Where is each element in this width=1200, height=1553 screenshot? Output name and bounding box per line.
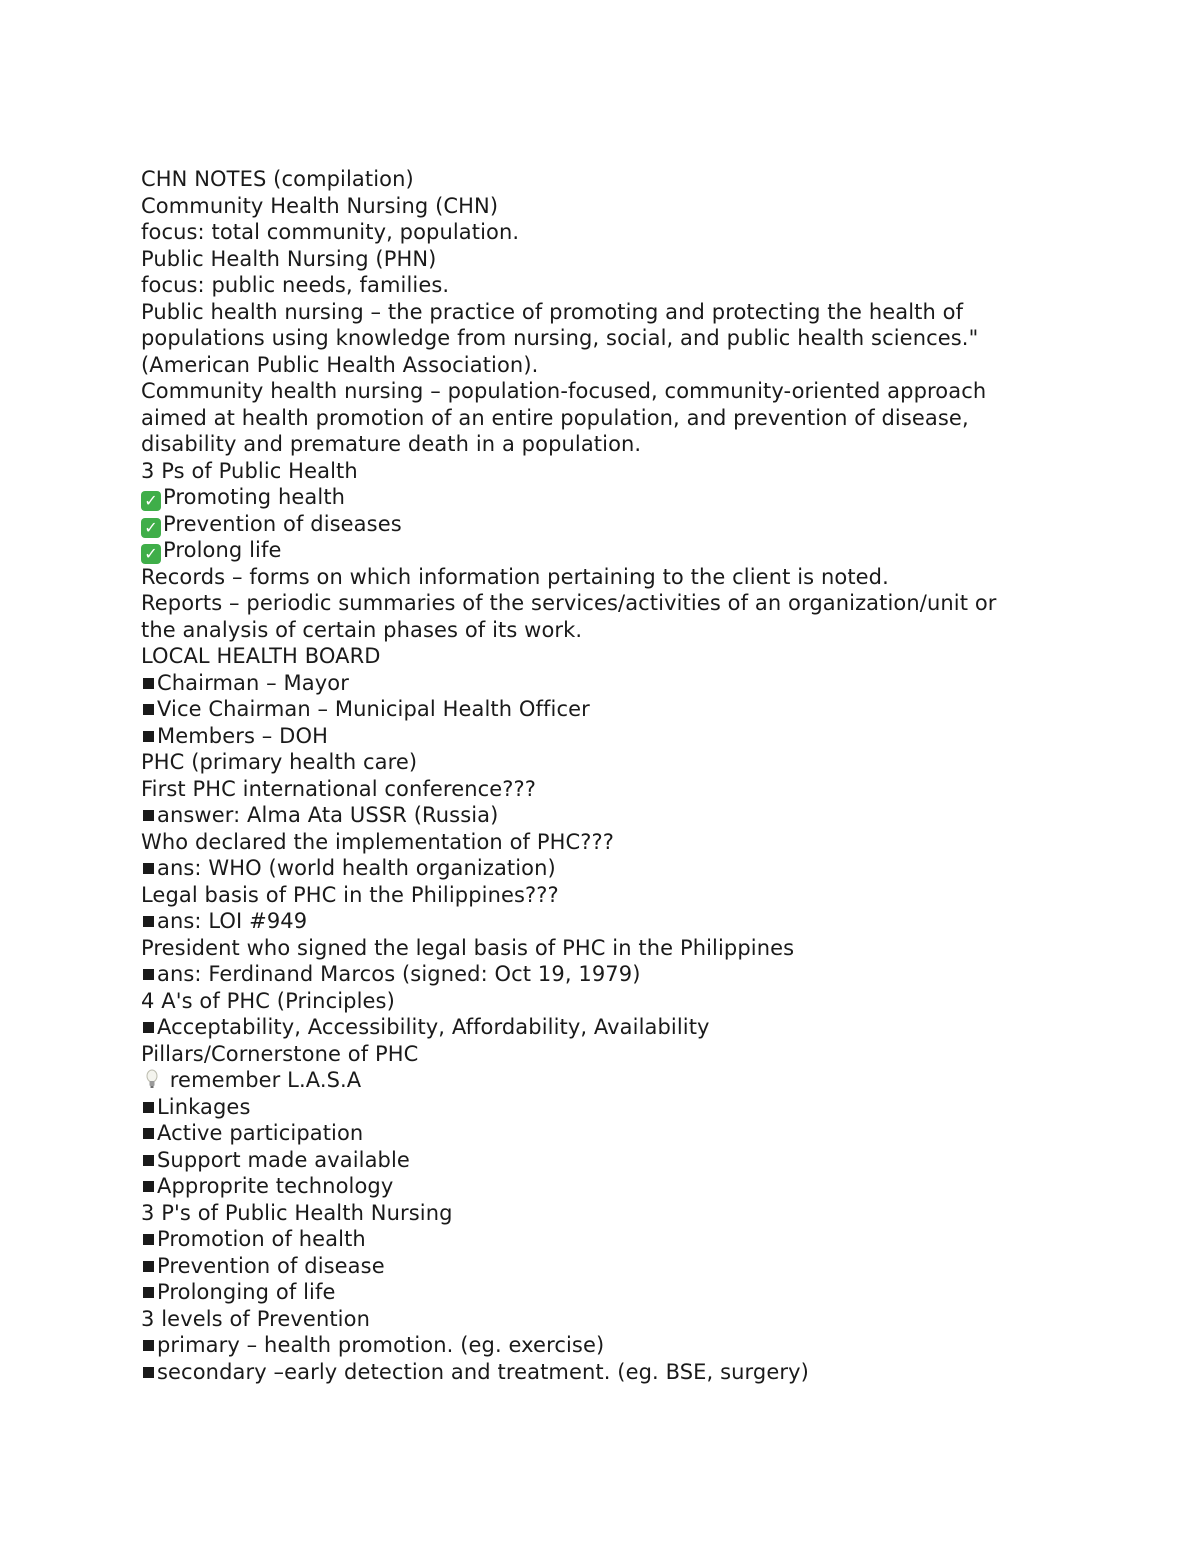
text-line	[141, 935, 1101, 962]
line-text: answer: Alma Ata USSR (Russia)	[157, 803, 499, 827]
text-line	[141, 696, 1101, 723]
square-bullet-icon	[143, 678, 154, 689]
line-text: Public health nursing – the practice of promoting and protecting the health of	[141, 299, 964, 324]
text-line	[141, 961, 1101, 988]
line-text: Promoting health	[163, 485, 346, 509]
text-line	[141, 299, 1101, 326]
line-text: focus: public needs, families.	[141, 273, 450, 297]
line-text: Members – DOH	[157, 723, 328, 748]
line-text: Promotion of health	[157, 1227, 366, 1251]
line-text: the analysis of certain phases of its work.	[141, 617, 583, 642]
line-text: Records – forms on which information pertaining to the client is noted.	[141, 564, 889, 589]
line-text: 3 P's of Public Health Nursing	[141, 1200, 453, 1225]
text-line	[141, 829, 1101, 856]
text-line	[141, 378, 1101, 405]
line-text: Legal basis of PHC in the Philippines???	[141, 882, 559, 907]
square-bullet-icon	[143, 1234, 154, 1245]
text-line	[141, 1067, 1101, 1094]
line-text: Approprite technology	[157, 1174, 394, 1198]
text-line	[141, 431, 1101, 458]
square-bullet-icon	[143, 1287, 154, 1298]
line-text: (American Public Health Association).	[141, 352, 539, 377]
line-text: Vice Chairman – Municipal Health Officer	[157, 697, 590, 721]
text-line	[141, 1120, 1101, 1147]
text-line	[141, 272, 1101, 299]
text-line	[141, 855, 1101, 882]
text-line	[141, 246, 1101, 273]
line-text: focus: total community, population.	[141, 220, 520, 244]
square-bullet-icon	[143, 863, 154, 874]
line-text: Prevention of diseases	[163, 511, 402, 536]
text-line	[141, 405, 1101, 432]
square-bullet-icon	[143, 1128, 154, 1139]
line-text: Linkages	[157, 1094, 251, 1119]
line-text: 4 A's of PHC (Principles)	[141, 988, 395, 1013]
line-text: Prolong life	[163, 538, 282, 562]
text-line	[141, 908, 1101, 935]
text-line	[141, 1253, 1101, 1280]
text-line	[141, 882, 1101, 909]
square-bullet-icon	[143, 1102, 154, 1113]
text-line	[141, 802, 1101, 829]
square-bullet-icon	[143, 1022, 154, 1033]
line-text: President who signed the legal basis of PHC in the Philippines	[141, 935, 795, 960]
text-line	[141, 617, 1101, 644]
line-text: aimed at health promotion of an entire population, and prevention of disease,	[141, 405, 969, 430]
text-line	[141, 1014, 1101, 1041]
text-line	[141, 1147, 1101, 1174]
square-bullet-icon	[143, 731, 154, 742]
line-text: Community health nursing – population-focused, community-oriented approach	[141, 379, 987, 403]
line-text: Pillars/Cornerstone of PHC	[141, 1041, 419, 1066]
line-text: PHC (primary health care)	[141, 750, 418, 774]
text-line	[141, 1359, 1101, 1386]
text-line	[141, 643, 1101, 670]
line-text: LOCAL HEALTH BOARD	[141, 644, 381, 668]
text-line	[141, 1279, 1101, 1306]
document-title: CHN NOTES (compilation)	[141, 167, 414, 191]
line-text: Community Health Nursing (CHN)	[141, 193, 499, 218]
line-text: Acceptability, Accessibility, Affordability, Availability	[157, 1015, 710, 1039]
text-line	[141, 1200, 1101, 1227]
line-text: primary – health promotion. (eg. exercise)	[157, 1333, 605, 1357]
square-bullet-icon	[143, 1155, 154, 1166]
square-bullet-icon	[143, 810, 154, 821]
line-text: Active participation	[157, 1121, 364, 1145]
line-text: First PHC international conference???	[141, 776, 537, 801]
line-text: Support made available	[157, 1147, 410, 1172]
text-line	[141, 1094, 1101, 1121]
square-bullet-icon	[143, 1181, 154, 1192]
line-text: ans: WHO (world health organization)	[157, 856, 556, 880]
text-line	[141, 590, 1101, 617]
line-text: populations using knowledge from nursing, social, and public health sciences."	[141, 326, 979, 350]
line-text: Reports – periodic summaries of the services/activities of an organization/unit or	[141, 591, 997, 615]
line-text: secondary –early detection and treatment. (eg. BSE, surgery)	[157, 1359, 809, 1384]
square-bullet-icon	[143, 1261, 154, 1272]
text-line	[141, 1173, 1101, 1200]
square-bullet-icon	[143, 969, 154, 980]
text-line	[141, 1041, 1101, 1068]
square-bullet-icon	[143, 1340, 154, 1351]
line-text: Chairman – Mayor	[157, 670, 349, 695]
text-line	[141, 1226, 1101, 1253]
text-line	[141, 723, 1101, 750]
square-bullet-icon	[143, 1367, 154, 1378]
text-line	[141, 564, 1101, 591]
line-text: Public Health Nursing (PHN)	[141, 246, 437, 271]
line-text: disability and premature death in a population.	[141, 432, 642, 456]
line-text: 3 Ps of Public Health	[141, 458, 358, 483]
text-line	[141, 193, 1101, 220]
line-text: ans: Ferdinand Marcos (signed: Oct 19, 1979)	[157, 962, 641, 986]
text-line	[141, 1332, 1101, 1359]
line-text: Who declared the implementation of PHC???	[141, 829, 614, 854]
text-line	[141, 537, 1101, 564]
text-line	[141, 776, 1101, 803]
check-mark-icon: ✓	[141, 544, 161, 564]
text-line	[141, 670, 1101, 697]
document-page	[141, 166, 1101, 1385]
check-mark-icon: ✓	[141, 518, 161, 538]
text-line	[141, 325, 1101, 352]
square-bullet-icon	[143, 916, 154, 927]
text-line	[141, 511, 1101, 538]
line-text: 3 levels of Prevention	[141, 1306, 370, 1331]
line-text: Prevention of disease	[157, 1253, 385, 1278]
text-line	[141, 458, 1101, 485]
light-bulb-icon	[141, 1068, 163, 1090]
check-mark-icon: ✓	[141, 491, 161, 511]
line-text: ans: LOI #949	[157, 909, 308, 933]
line-text: remember L.A.S.A	[163, 1068, 362, 1092]
text-line	[141, 219, 1101, 246]
text-line	[141, 749, 1101, 776]
text-line	[141, 352, 1101, 379]
text-line	[141, 1306, 1101, 1333]
text-line	[141, 988, 1101, 1015]
document-body	[141, 193, 1101, 1386]
square-bullet-icon	[143, 704, 154, 715]
text-line	[141, 484, 1101, 511]
line-text: Prolonging of life	[157, 1280, 336, 1304]
